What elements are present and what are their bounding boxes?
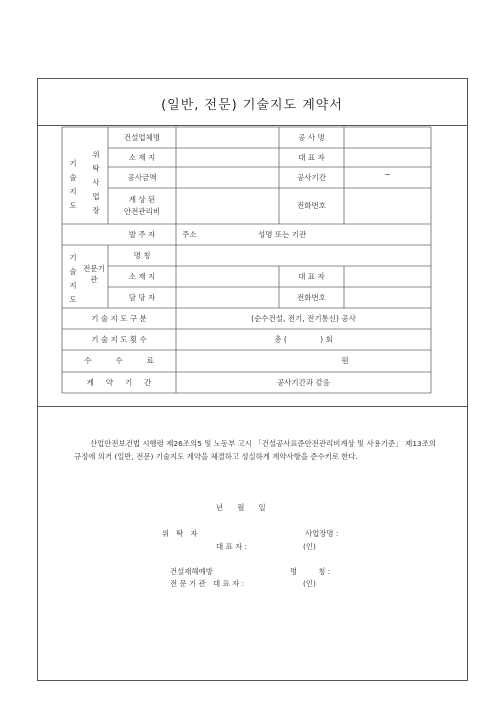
label-guidance-type: 기 술 지 도 구 분 bbox=[91, 313, 147, 323]
orderer-address-label: 주소 bbox=[182, 229, 197, 239]
client-label: 위 탁 자 bbox=[162, 529, 198, 538]
label-safety-cost-line1: 계 상 된 bbox=[128, 195, 156, 204]
agreement-paragraph: 산업안전보건법 시행령 제26조의5 및 노동부 고시 「건설공사표준안전관리비계상 및 사용기준」 제13조의 규정에 의거 (일반, 전문) 기술지도 계약을 체결하고 성실하게 계약사항을 준수키로 한다. bbox=[74, 439, 436, 461]
label-company-name: 건설업체명 bbox=[123, 132, 161, 142]
table-bottom-divider bbox=[37, 406, 468, 407]
value-contract-period: 공사기간과 같음 bbox=[276, 377, 331, 387]
label-amount: 공사금액 bbox=[127, 172, 157, 182]
value-guidance-type: (순수건설, 전기, 전기통신) 공사 bbox=[251, 313, 356, 323]
value-fee-unit: 원 bbox=[341, 356, 349, 365]
signature-date: 년 월 일 bbox=[216, 503, 266, 512]
group-client-sublabel: 위탁사업장 bbox=[92, 150, 100, 215]
orderer-name-label: 성명 또는 기관 bbox=[258, 229, 307, 239]
agency-seal: (인) bbox=[303, 579, 316, 588]
label-agency-address: 소 재 지 bbox=[128, 271, 156, 281]
label-agency-staff: 담 당 자 bbox=[128, 292, 156, 302]
label-agency-name: 명 칭 bbox=[133, 250, 151, 260]
label-phone: 전화번호 bbox=[297, 201, 326, 210]
agency-rep-label: 대 표 자 : bbox=[213, 579, 244, 588]
label-period: 공사기간 bbox=[297, 172, 326, 182]
value-guidance-count: 총 ( ) 회 bbox=[274, 334, 333, 344]
label-safety-cost-line2: 안전관리비 bbox=[123, 207, 161, 216]
period-dash: ~ bbox=[384, 170, 391, 179]
agency-label-line1: 건설재해예방 bbox=[170, 567, 213, 576]
client-company-label: 사업장명 : bbox=[305, 529, 339, 538]
label-orderer: 발 주 자 bbox=[128, 229, 156, 239]
label-fee: 수 수 료 bbox=[84, 356, 154, 365]
label-safety-cost bbox=[108, 188, 176, 224]
label-address: 소 재 지 bbox=[128, 152, 156, 162]
group-client-label: 기술지도 bbox=[69, 159, 77, 210]
client-rep-label: 대 표 자 : bbox=[216, 542, 247, 551]
group-agency-sublabel: 전문기관 bbox=[83, 264, 105, 284]
label-representative: 대 표 자 bbox=[298, 152, 325, 162]
label-agency-rep: 대 표 자 bbox=[298, 271, 325, 281]
page-title: (일반, 전문) 기술지도 계약서 bbox=[161, 98, 343, 113]
label-agency-phone: 전화번호 bbox=[297, 292, 326, 302]
label-guidance-count: 기 술 지 도 횟 수 bbox=[91, 334, 147, 344]
label-contract-period: 계 약 기 간 bbox=[86, 377, 152, 387]
agency-name-label: 명 칭 : bbox=[290, 567, 331, 576]
client-seal: (인) bbox=[303, 542, 316, 551]
label-project-name: 공 사 명 bbox=[298, 132, 325, 142]
group-agency-label: 기술지도 bbox=[69, 253, 77, 304]
agency-label-line2: 전 문 기 관 bbox=[170, 579, 206, 588]
